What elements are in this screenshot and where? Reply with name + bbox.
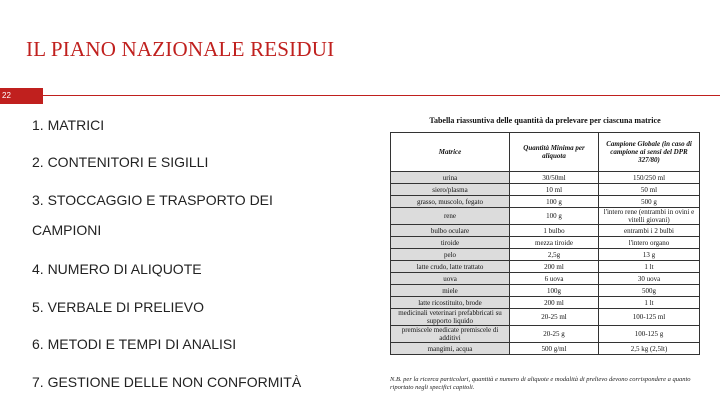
- header-matrice: Matrice: [391, 133, 510, 172]
- table-row: [391, 326, 700, 343]
- table-cell-m: urina: [391, 172, 510, 184]
- table-cell-c: 100-125 ml: [599, 309, 700, 326]
- table-note: N.B. per la ricerca particolari, quantità e numero di aliquote e modalità di prelievo devono corrispondere a quanto riportato negli specifici capitoli.: [390, 376, 691, 391]
- table-row: [391, 297, 700, 309]
- table-cell-q: 100g: [510, 285, 599, 297]
- table-row: [391, 208, 700, 225]
- header-campione: Campione Globale (in caso di campione ai sensi del DPR 327/80): [599, 133, 700, 172]
- table-cell-q: 2,5g: [510, 249, 599, 261]
- table-cell-c: 100-125 g: [599, 326, 700, 343]
- table-cell-c: l'intero rene (entrambi in ovini e vitelli giovani): [599, 208, 700, 225]
- table-cell-q: 6 uova: [510, 273, 599, 285]
- table-cell-c: 500g: [599, 285, 700, 297]
- table-cell-c: 1 lt: [599, 297, 700, 309]
- table-row: [391, 261, 700, 273]
- table-cell-c: 2,5 kg (2,5lt): [599, 343, 700, 355]
- table-cell-q: 200 ml: [510, 297, 599, 309]
- table-cell-m: pelo: [391, 249, 510, 261]
- list-item: 3. STOCCAGGIO E TRASPORTO DEI: [32, 192, 273, 208]
- table-row: [391, 343, 700, 355]
- table-cell-q: 20-25 g: [510, 326, 599, 343]
- table-cell-q: 1 bulbo: [510, 225, 599, 237]
- slide-number: 22: [2, 91, 11, 100]
- table-cell-q: 100 g: [510, 208, 599, 225]
- table-row: [391, 225, 700, 237]
- quantities-table: [390, 132, 700, 355]
- table-cell-m: rene: [391, 208, 510, 225]
- slide-title: IL PIANO NAZIONALE RESIDUI: [26, 37, 335, 61]
- table-cell-c: 30 uova: [599, 273, 700, 285]
- table-cell-m: grasso, muscolo, fegato: [391, 196, 510, 208]
- table-cell-c: 1 lt: [599, 261, 700, 273]
- list-item: 4. NUMERO DI ALIQUOTE: [32, 261, 202, 277]
- list-item: 5. VERBALE DI PRELIEVO: [32, 299, 204, 315]
- table-row: [391, 184, 700, 196]
- table-cell-m: bulbo oculare: [391, 225, 510, 237]
- table-cell-q: mezza tiroide: [510, 237, 599, 249]
- quantities-table-image: [390, 110, 700, 400]
- table-row: [391, 249, 700, 261]
- table-cell-q: 200 ml: [510, 261, 599, 273]
- table-cell-m: uova: [391, 273, 510, 285]
- table-cell-m: miele: [391, 285, 510, 297]
- table-title: Tabella riassuntiva delle quantità da prelevare per ciascuna matrice: [429, 116, 661, 125]
- table-cell-m: medicinali veterinari prefabbricati su supporto liquido: [391, 309, 510, 326]
- table-cell-c: 13 g: [599, 249, 700, 261]
- table-cell-m: latte ricostituito, brode: [391, 297, 510, 309]
- table-cell-c: 150/250 ml: [599, 172, 700, 184]
- table-row: [391, 196, 700, 208]
- list-item: CAMPIONI: [32, 222, 102, 238]
- table-cell-m: latte crudo, latte trattato: [391, 261, 510, 273]
- table-row: [391, 285, 700, 297]
- table-cell-c: 50 ml: [599, 184, 700, 196]
- table-row: [391, 309, 700, 326]
- table-cell-c: 500 g: [599, 196, 700, 208]
- table-row: [391, 172, 700, 184]
- table-cell-c: l'intero organo: [599, 237, 700, 249]
- list-item: 2. CONTENITORI E SIGILLI: [32, 154, 209, 170]
- list-item: 1. MATRICI: [32, 117, 105, 133]
- table-cell-q: 10 ml: [510, 184, 599, 196]
- list-item: 6. METODI E TEMPI DI ANALISI: [32, 336, 237, 352]
- table-cell-m: premiscele medicate premiscele di additivi: [391, 326, 510, 343]
- header-quantita: Quantità Minima per aliquota: [510, 133, 599, 172]
- list-item: 7. GESTIONE DELLE NON CONFORMITÀ: [32, 374, 302, 390]
- title-divider: [43, 95, 720, 96]
- table-row: [391, 237, 700, 249]
- table-cell-q: 500 g/ml: [510, 343, 599, 355]
- table-cell-q: 20-25 ml: [510, 309, 599, 326]
- table-cell-c: entrambi i 2 bulbi: [599, 225, 700, 237]
- table-cell-q: 30/50ml: [510, 172, 599, 184]
- table-cell-q: 100 g: [510, 196, 599, 208]
- table-row: [391, 273, 700, 285]
- table-cell-m: mangimi, acqua: [391, 343, 510, 355]
- table-cell-m: siero/plasma: [391, 184, 510, 196]
- table-cell-m: tiroide: [391, 237, 510, 249]
